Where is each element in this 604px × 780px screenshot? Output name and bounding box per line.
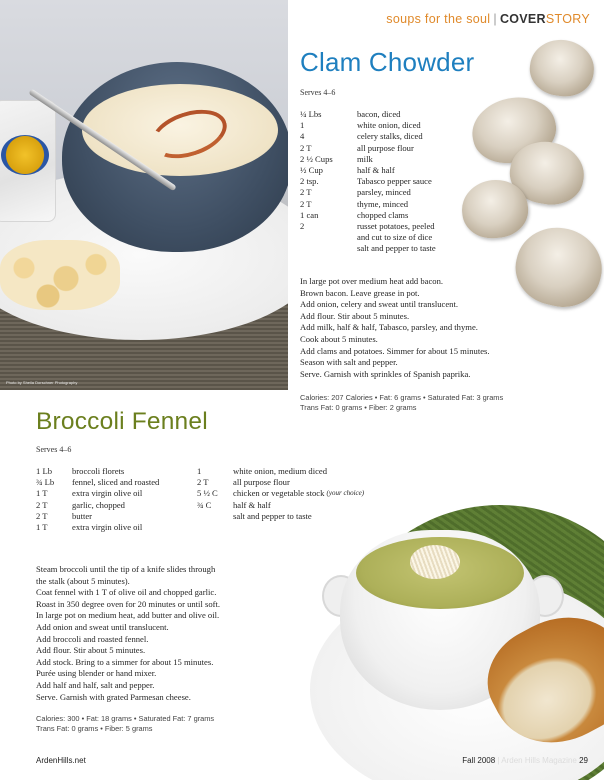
ingredient-item: butter [72, 510, 93, 521]
ingredient-row [197, 500, 364, 511]
ingredient-item: all purpose flour [357, 142, 414, 153]
nutrition-line: Trans Fat: 0 grams • Fiber: 5 grams [36, 723, 153, 733]
method-line: Add onion and sweat until translucent. [36, 621, 169, 632]
ingredient-qty: ¾ Lb [36, 477, 55, 488]
nutrition-line: Calories: 300 • Fat: 18 grams • Saturated Fat: 7 grams [36, 714, 215, 723]
page-number: 29 [579, 756, 588, 765]
ingredient-qty [300, 243, 357, 254]
method-line: Add broccoli and roasted fennel. [36, 633, 149, 644]
photo-credit: Photo by Sheila Dorschner Photography [6, 380, 78, 385]
method-line: Purée using blender or hand mixer. [36, 668, 157, 679]
ingredient-qty: 2 T [197, 477, 209, 488]
clam-chowder-nutrition [300, 393, 503, 413]
nutrition-line: Trans Fat: 0 grams • Fiber: 2 grams [300, 402, 417, 412]
ingredient-qty: ¼ Lbs [300, 109, 322, 119]
method-line: Coat fennel with 1 T of olive oil and chopped garlic. [36, 587, 217, 598]
broccoli-fennel-method [36, 564, 220, 703]
footer-website: ArdenHills.net [36, 756, 86, 765]
ingredient-qty [300, 232, 357, 243]
ingredient-row [300, 131, 436, 142]
running-head [386, 12, 590, 26]
method-line: the stalk (about 5 minutes). [36, 575, 130, 586]
ingredient-qty: 2 T [36, 510, 48, 521]
ingredient-qty: ¾ C [197, 499, 212, 510]
ingredient-qty: 2 T [300, 142, 312, 153]
ingredient-qty: 4 [300, 131, 305, 142]
ingredient-item: broccoli florets [72, 466, 125, 476]
ingredient-row [300, 199, 436, 210]
broccoli-fennel-photo [300, 505, 604, 780]
ingredient-qty: 5 ½ C [197, 488, 218, 499]
method-line: Add stock. Bring to a simmer for about 15 minutes. [36, 656, 214, 667]
ingredient-row [300, 232, 436, 243]
ingredient-qty [197, 511, 233, 522]
ingredient-item: extra virgin olive oil [72, 488, 143, 499]
ingredient-row [300, 221, 436, 232]
ingredient-row [300, 210, 436, 221]
ingredient-item: milk [357, 153, 373, 164]
ingredient-item: garlic, chopped [72, 499, 125, 510]
ingredient-row [300, 120, 436, 131]
clam-chowder-serves: Serves 4–6 [300, 88, 336, 97]
ingredient-row [36, 488, 159, 499]
ingredient-row [197, 488, 364, 499]
ingredient-row [300, 243, 436, 254]
ingredient-qty: 2 tsp. [300, 176, 319, 187]
method-line: In large pot over medium heat add bacon. [300, 276, 444, 286]
ingredient-row [300, 143, 436, 154]
ingredient-row [197, 511, 364, 522]
cover-label: COVER [499, 12, 546, 26]
method-line: Serve. Garnish with grated Parmesan cheese. [36, 691, 191, 702]
ingredient-row [300, 176, 436, 187]
ingredient-qty: 1 [197, 466, 202, 476]
ingredient-item: salt and pepper to taste [233, 510, 312, 521]
clam-chowder-ingredients [300, 109, 436, 255]
ingredient-row [36, 500, 159, 511]
broccoli-fennel-ingredients-left [36, 466, 159, 533]
method-line: Season with salt and pepper. [300, 357, 398, 368]
ingredient-item: salt and pepper to taste [357, 243, 436, 254]
ingredient-qty: 2 T [300, 187, 312, 198]
ingredient-item: fennel, sliced and roasted [72, 477, 160, 488]
clam-chowder-title: Clam Chowder [300, 47, 475, 77]
broccoli-fennel-serves: Serves 4–6 [36, 445, 72, 454]
broccoli-fennel-ingredients-right [197, 466, 364, 522]
ingredient-row [36, 522, 159, 533]
ingredient-row [300, 165, 436, 176]
ingredient-item: chopped clams [357, 209, 409, 220]
section-name: soups for the soul [386, 12, 491, 26]
ingredient-item: parsley, minced [357, 187, 411, 198]
broccoli-fennel-title: Broccoli Fennel [36, 408, 208, 435]
footer-publication: Arden Hills Magazine [501, 756, 577, 765]
ingredient-row [36, 511, 159, 522]
method-line: Steam broccoli until the tip of a knife slides through [36, 564, 216, 574]
method-line: Add clams and potatoes. Simmer for about 15 minutes. [300, 345, 490, 356]
method-line: Add half and half, salt and pepper. [36, 679, 155, 690]
header-separator: | [493, 12, 497, 26]
ingredient-item: extra virgin olive oil [72, 522, 143, 533]
nutrition-line: Calories: 207 Calories • Fat: 6 grams • Saturated Fat: 3 grams [300, 393, 504, 402]
ingredient-item: chicken or vegetable stock [233, 488, 325, 499]
ingredient-item: bacon, diced [357, 109, 401, 119]
ingredient-row [197, 477, 364, 488]
ingredient-qty: 1 Lb [36, 466, 52, 476]
ingredient-item: celery stalks, diced [357, 131, 423, 142]
oyster-cracker-bag [0, 100, 56, 222]
ingredient-qty: 1 can [300, 209, 319, 220]
footer-issue: Fall 2008 [462, 756, 496, 765]
method-line: Add onion, celery and sweat until translucent. [300, 299, 458, 310]
ingredient-item: russet potatoes, peeled [357, 221, 435, 232]
ingredient-row [197, 466, 364, 477]
method-line: Add flour. Stir about 5 minutes. [300, 310, 410, 321]
method-line: Add milk, half & half, Tabasco, parsley, and thyme. [300, 322, 478, 333]
ingredient-item: Tabasco pepper sauce [357, 176, 432, 187]
ingredient-qty: 2 T [300, 198, 312, 209]
ingredient-qty: 2 T [36, 499, 48, 510]
ingredient-qty: ½ Cup [300, 165, 323, 176]
ingredient-qty: 2 [300, 221, 305, 232]
broccoli-fennel-nutrition [36, 714, 214, 734]
parmesan-garnish [410, 545, 460, 579]
ingredient-item: thyme, minced [357, 198, 409, 209]
oyster-crackers [0, 240, 120, 310]
ingredient-item: half & half [357, 165, 395, 176]
ingredient-row [300, 109, 436, 120]
method-line: Roast in 350 degree oven for 20 minutes or until soft. [36, 598, 221, 609]
ingredient-row [300, 187, 436, 198]
method-line: Brown bacon. Leave grease in pot. [300, 287, 420, 298]
ingredient-row [36, 477, 159, 488]
method-line: In large pot on medium heat, add butter and olive oil. [36, 610, 220, 621]
ingredient-row [300, 154, 436, 165]
ingredient-qty: 1 T [36, 488, 48, 499]
ingredient-qty: 1 T [36, 522, 48, 533]
ingredient-item: and cut to size of dice [357, 232, 433, 243]
ingredient-item: half & half [233, 499, 271, 510]
ingredient-note: (your choice) [326, 489, 365, 498]
ingredient-qty: 2 ½ Cups [300, 153, 333, 164]
ingredient-row [36, 466, 159, 477]
ingredient-item: white onion, diced [357, 120, 421, 131]
method-line: Add flour. Stir about 5 minutes. [36, 645, 146, 656]
method-line: Cook about 5 minutes. [300, 333, 378, 344]
footer-folio: Fall 2008 | Arden Hills Magazine 29 [462, 756, 588, 765]
ingredient-qty: 1 [300, 120, 305, 131]
clam-chowder-method [300, 276, 490, 380]
method-line: Serve. Garnish with sprinkles of Spanish paprika. [300, 368, 471, 379]
ingredient-item: white onion, medium diced [233, 466, 328, 476]
clam-chowder-photo [0, 0, 288, 390]
story-label: STORY [545, 12, 590, 26]
ingredient-item: all purpose flour [233, 477, 290, 488]
